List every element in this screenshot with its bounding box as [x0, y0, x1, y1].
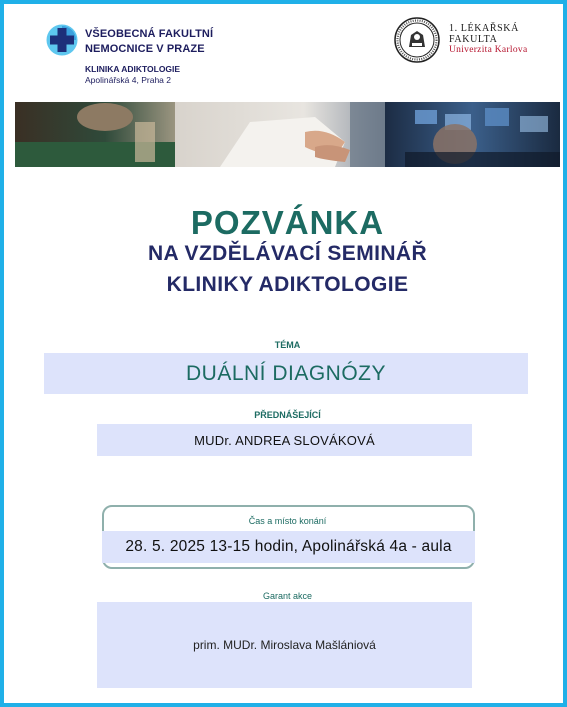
- lecturer-label: PŘEDNÁŠEJÍCÍ: [254, 410, 321, 420]
- topic-value: DUÁLNÍ DIAGNÓZY: [185, 361, 387, 385]
- clinic-name: KLINIKA ADIKTOLOGIE: [85, 64, 181, 74]
- venue-box: [102, 531, 475, 563]
- university-seal-icon: [394, 17, 440, 63]
- university-name: Univerzita Karlova: [449, 45, 528, 55]
- invitation-title: POZVÁNKA: [190, 204, 385, 241]
- venue-label: Čas a místo konání: [248, 516, 327, 526]
- guarantor-value: prim. MUDr. Miroslava Mašlániová: [193, 638, 376, 652]
- guarantor-label: Garant akce: [262, 591, 313, 601]
- venue-value: 28. 5. 2025 13-15 hodin, Apolinářská 4a - aula: [125, 538, 452, 555]
- guarantor-box: [97, 602, 472, 688]
- faculty-name-line1: 1. LÉKAŘSKÁ: [449, 23, 519, 34]
- topic-box: [44, 353, 528, 394]
- clinic-address: Apolinářská 4, Praha 2: [85, 75, 171, 85]
- hospital-name-line1: VŠEOBECNÁ FAKULTNÍ: [85, 28, 214, 40]
- faculty-name-line2: FAKULTA: [449, 34, 498, 45]
- lecturer-box: [97, 424, 472, 456]
- hospital-name: [85, 27, 213, 57]
- faculty-name: [449, 23, 519, 45]
- invitation-subtitle-line2: KLINIKY ADIKTOLOGIE: [166, 273, 409, 296]
- hospital-name-line2: NEMOCNICE V PRAZE: [85, 43, 205, 55]
- topic-label: TÉMA: [274, 340, 301, 350]
- blue-cross-icon: [46, 24, 78, 56]
- header-banner-image: [15, 102, 560, 167]
- invitation-subtitle-line1: NA VZDĚLÁVACÍ SEMINÁŘ: [147, 242, 428, 265]
- lecturer-value: MUDr. ANDREA SLOVÁKOVÁ: [194, 432, 375, 448]
